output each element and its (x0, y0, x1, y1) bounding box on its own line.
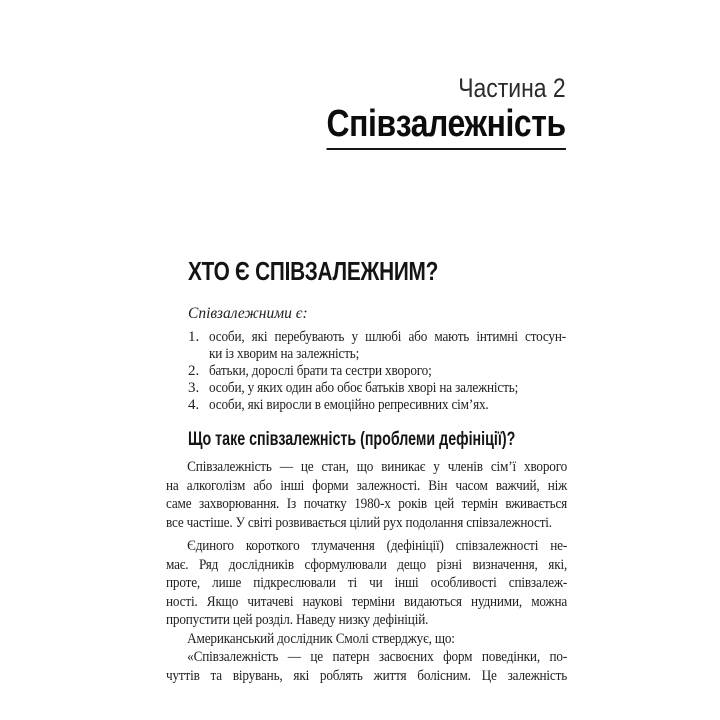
list-item-2 (188, 363, 545, 380)
numbered-list (188, 329, 567, 414)
list-item-3 (188, 380, 545, 397)
list-item-number: 4. (188, 397, 200, 413)
list-item-line: особи, які перебувають у шлюбі або мають інтимні стосун- (209, 329, 567, 345)
chapter-section-title: ХТО Є СПІВЗАЛЕЖНИМ? (188, 256, 439, 286)
list-item-line: ки із хворим на залежність; (209, 346, 360, 362)
list-item-4 (188, 397, 545, 414)
body-line: Співзалежність — це стан, що виникає у членів сім’ї хворого (187, 459, 568, 475)
body-line: все частіше. У світі розвивається цілий рух подолання співзалежності. (166, 514, 552, 531)
list-item-1 (188, 329, 567, 363)
list-intro-italic: Співзалежними є: (188, 305, 308, 322)
list-item-number: 1. (188, 329, 200, 345)
part-number-label: Частина 2 (458, 73, 566, 103)
list-item-number: 2. (188, 363, 200, 379)
paragraph-1 (166, 458, 621, 532)
body-line: ності. Якщо читачеві наукові терміни видаються нудними, можна (166, 593, 568, 610)
list-item-number: 3. (188, 380, 200, 396)
body-line: саме захворювання. Із початку 1980-х років цей термін вживається (166, 496, 568, 513)
body-line: чуттів та вірувань, які роблять життя болісним. Це залежність (166, 667, 568, 684)
body-line: має. Ряд дослідників сформулювали дещо різні визначення, які, (166, 556, 568, 573)
paragraph-2 (166, 537, 621, 630)
list-item-line: батьки, дорослі брати та сестри хворого; (209, 363, 432, 379)
body-line: Єдиного короткого тлумачення (дефініції) співзалежності не- (187, 538, 568, 554)
list-item-line: особи, які виросли в емоційно репресивних сім’ях. (209, 397, 489, 413)
paragraph-3 (166, 630, 621, 649)
body-line: проте, лише підкреслювали ті чи інші особливості співзалеж- (166, 575, 568, 592)
body-line: пропустити цей розділ. Наведу низку дефініцій. (166, 612, 429, 629)
body-line: на алкоголізм або інші форми залежності. Він часом важчий, ніж (166, 477, 568, 494)
part-title-underlined: Співзалежність (327, 105, 566, 150)
subsection-heading: Що таке співзалежність (проблеми дефініції)? (188, 429, 516, 450)
body-line: Американський дослідник Смолі стверджує, що: (187, 631, 455, 647)
paragraph-4-quote (166, 648, 621, 685)
page-content (166, 0, 567, 720)
list-item-line: особи, у яких один або обоє батьків хворі на залежність; (209, 380, 519, 396)
body-line: «Співзалежність — це патерн засвоєних форм поведінки, по- (187, 649, 568, 665)
